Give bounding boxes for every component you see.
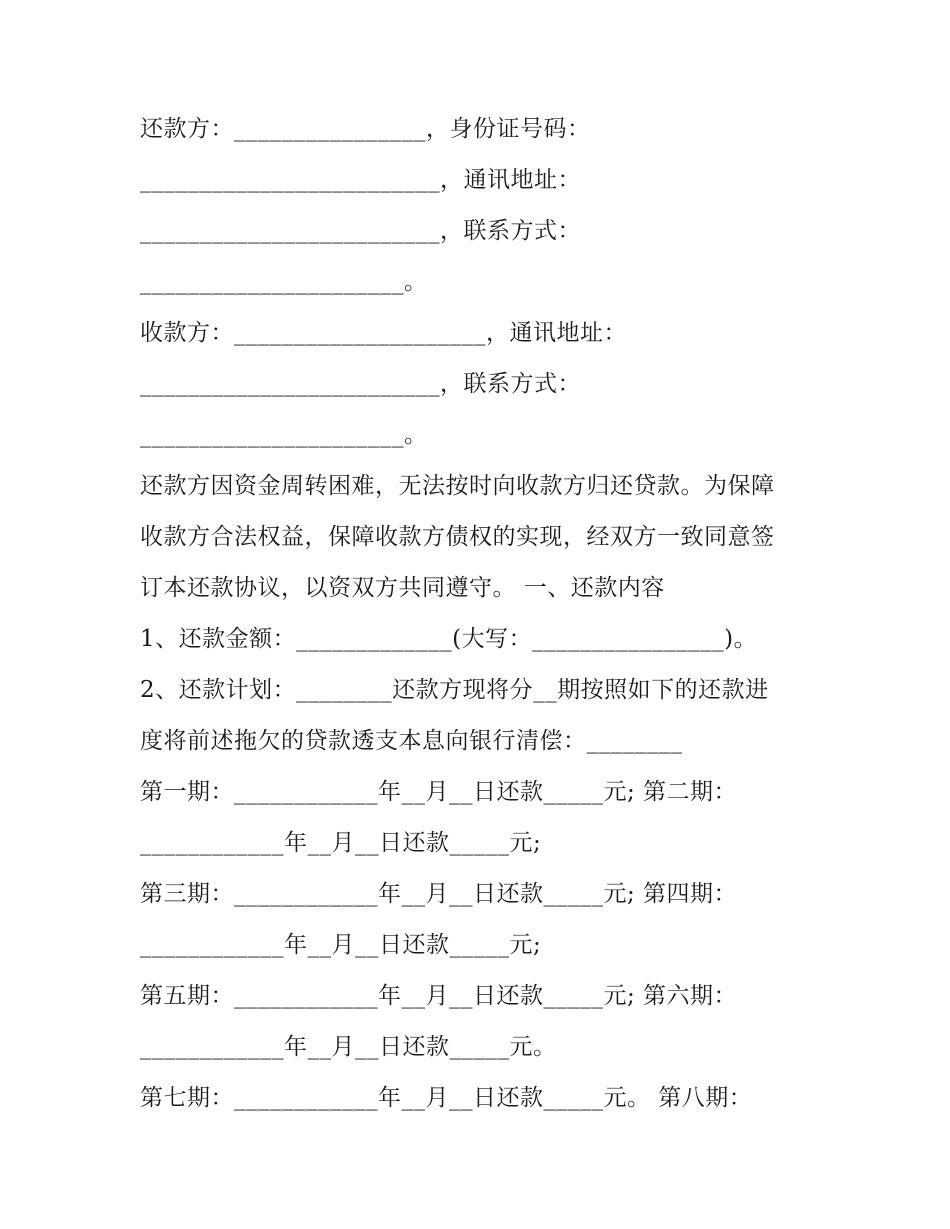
installment-line-2: ____________年__月__日还款_____元; [140, 830, 542, 856]
preamble-line-3: 订本还款协议，以资双方共同遵守。 一、还款内容 [140, 575, 665, 601]
installment-line-7: 第七期：____________年__月__日还款_____元。 第八期： [140, 1085, 753, 1111]
repayer-contact-line: ______________________。 [140, 269, 428, 295]
repayment-plan-line-2: 度将前述拖欠的贷款透支本息向银行清偿：________ [140, 728, 683, 754]
repayer-name-line: 还款方：________________，身份证号码： [140, 116, 591, 142]
payee-address-line: _________________________，联系方式： [140, 371, 581, 397]
payee-contact-line: ______________________。 [140, 422, 428, 448]
installment-line-1: 第一期：____________年__月__日还款_____元; 第二期： [140, 779, 738, 805]
installment-line-4: ____________年__月__日还款_____元; [140, 932, 542, 958]
document-body [140, 104, 820, 1124]
installment-line-5: 第五期：____________年__月__日还款_____元; 第六期： [140, 983, 738, 1009]
payee-name-line: 收款方：_____________________，通讯地址： [140, 320, 627, 346]
repayment-amount-line: 1、还款金额：_____________(大写：________________)。 [140, 626, 758, 652]
repayer-id-line: _________________________，通讯地址： [140, 167, 581, 193]
installment-line-6: ____________年__月__日还款_____元。 [140, 1034, 557, 1060]
installment-line-3: 第三期：____________年__月__日还款_____元; 第四期： [140, 881, 738, 907]
repayer-address-line: _________________________，联系方式： [140, 218, 581, 244]
preamble-line-2: 收款方合法权益，保障收款方债权的实现，经双方一致同意签 [140, 524, 775, 550]
repayment-plan-line-1: 2、还款计划：________还款方现将分__期按照如下的还款进 [140, 677, 769, 703]
preamble-line-1: 还款方因资金周转困难，无法按时向收款方归还贷款。为保障 [140, 473, 775, 499]
